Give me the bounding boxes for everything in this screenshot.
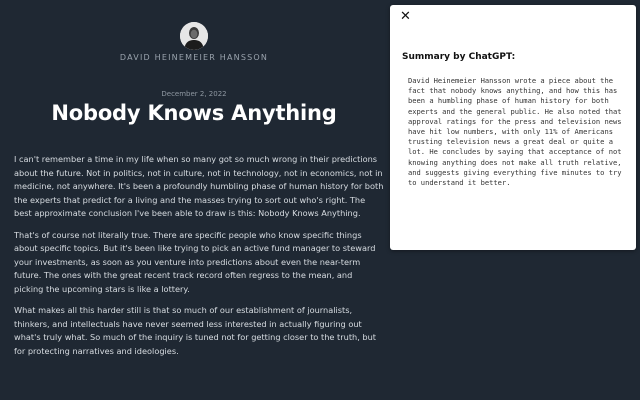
article-paragraph: That's of course not literally true. There are specific people who know specific things about specific topics. But it's been like trying to pick an active fund manager to steward your investments, as soon as you venture into predictions about even the near-term future. The ones with the great recent track record often regress to the mean, and picking the upcoming stars is like a lottery. (14, 229, 376, 294)
author-name[interactable]: DAVID HEINEMEIER HANSSON (119, 53, 269, 62)
article-paragraph: I can't remember a time in my life when so many got so much wrong in their predictions about the future. Not in politics, not in culture, not in technology, not in economics, not in medicine, not anywhere. It's been a profoundly humbling phase of human history for both the experts that predict for a living and the masses trying to sort out who's right. The best approximate conclusion I've been able to draw is this: Nobody Knows Anything. (14, 154, 384, 218)
post-date: December 2, 2022 (161, 90, 227, 98)
close-icon[interactable]: ✕ (400, 9, 411, 24)
summary-heading: Summary by ChatGPT: (402, 52, 516, 62)
article-paragraph: What makes all this harder still is that so much of our establishment of journalists, thinkers, and intellectuals have never seemed less interested in actually figuring out what's truly what. So much of the inquiry is tuned not for getting closer to the truth, but for protecting narratives and ideologies. (14, 305, 377, 356)
summary-text: David Heinemeier Hansson wrote a piece about the fact that nobody knows anything, and how this has been a humbling phase of human history for both experts and the general public. He also noted that approval ratings for the press and television news have hit low numbers, with only 11% of Americans trusting television news a great deal or quite a lot. He concludes by saying that acceptance of not knowing anything does not make all truth relative, and suggests giving everything five minutes to try to understand it better. (408, 76, 622, 188)
avatar-portrait-icon (180, 22, 208, 50)
author-avatar[interactable] (180, 22, 208, 50)
article-body (14, 153, 384, 366)
post-title: Nobody Knows Anything (51, 101, 337, 125)
chatgpt-summary-popup (390, 5, 636, 250)
